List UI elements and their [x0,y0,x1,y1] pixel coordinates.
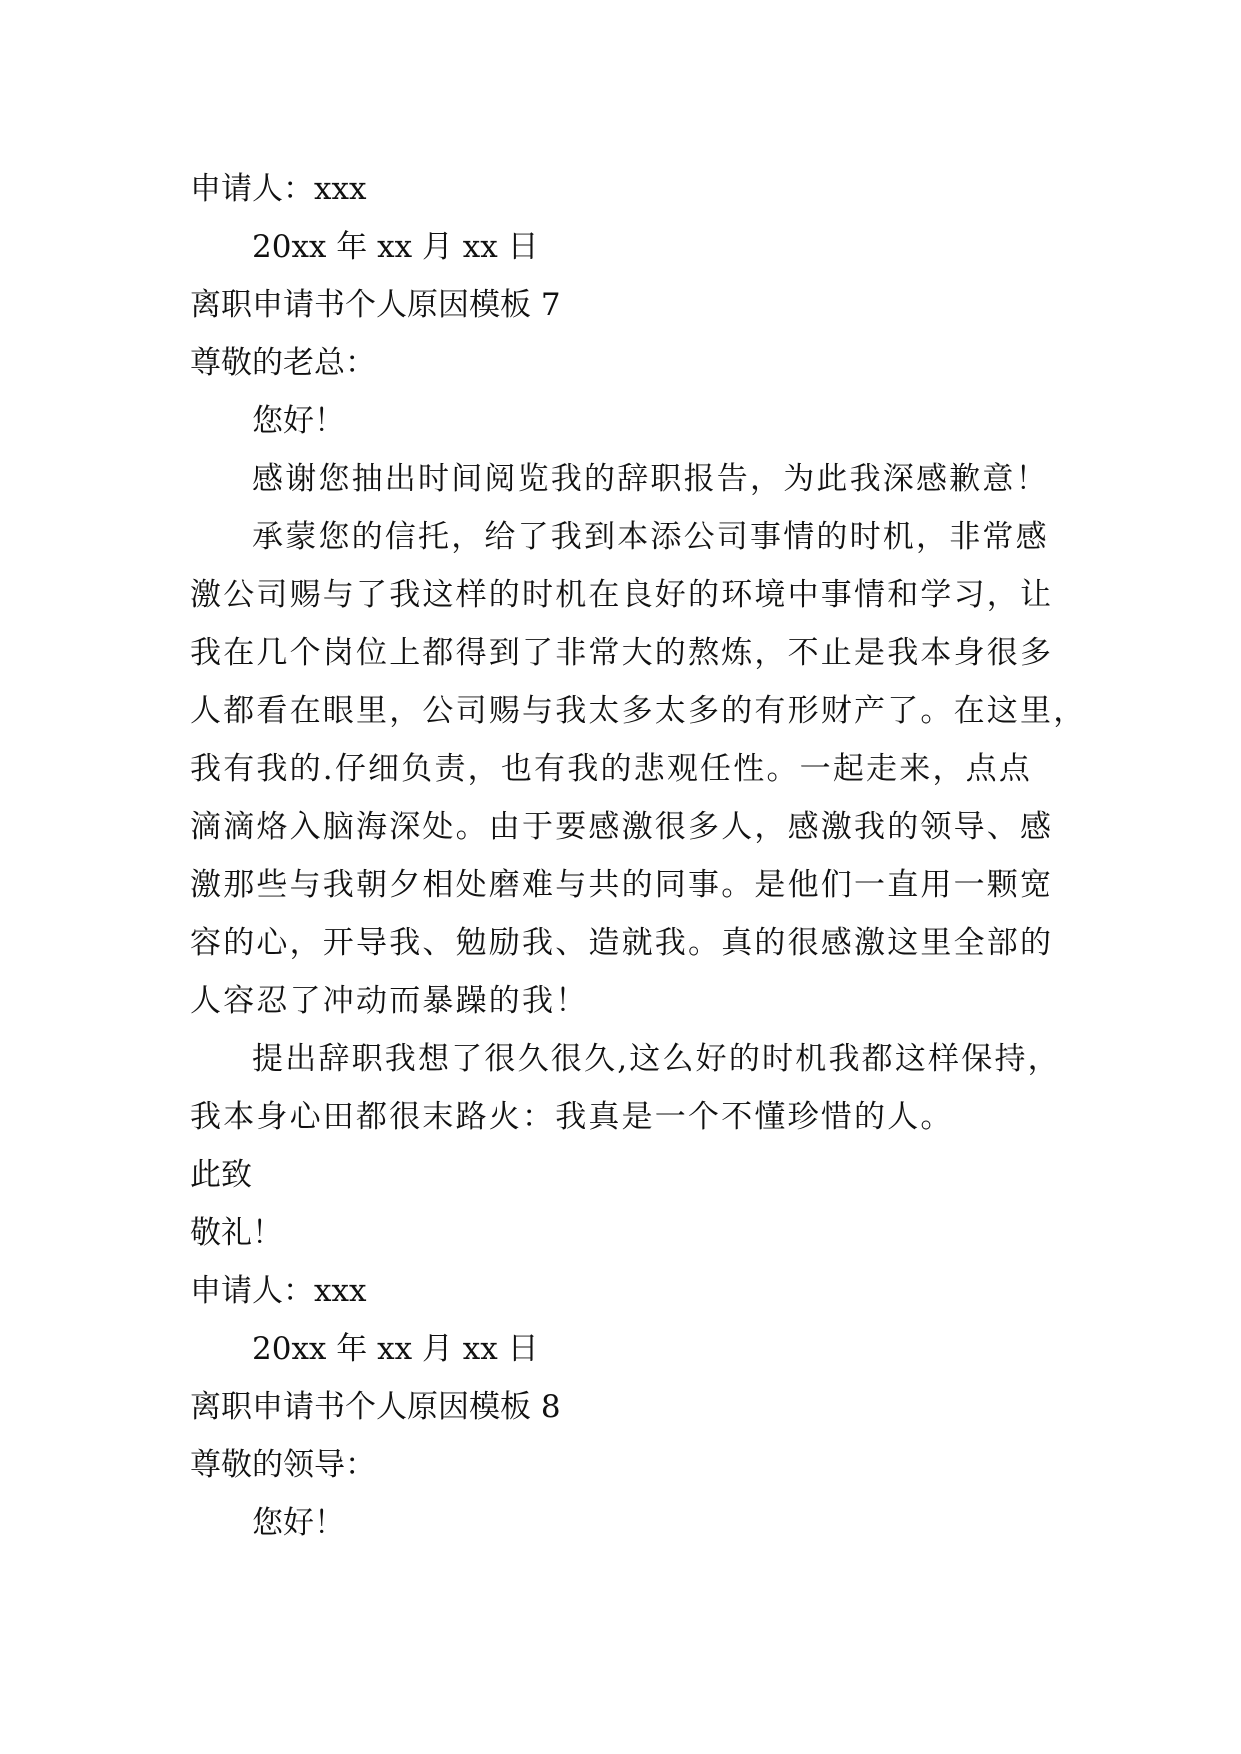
greeting: 您好！ [252,403,345,439]
body-paragraph [190,1030,1060,1146]
paragraph-line: 容的心，开导我、勉励我、造就我。真的很感激这里全部的 [190,925,1054,961]
document-body [190,160,1087,1552]
paragraph-line: 滴滴烙入脑海深处。由于要感激很多人，感激我的领导、感 [190,809,1054,845]
applicant-line: 申请人：xxx [190,1273,367,1309]
paragraph-line: 激那些与我朝夕相处磨难与共的同事。是他们一直用一颗宽 [190,867,1054,903]
date-line: 20xx 年 xx 月 xx 日 [252,1331,539,1367]
body-paragraph [190,450,1060,508]
paragraph-line: 激公司赐与了我这样的时机在良好的环境中事情和学习，让 [190,577,1054,613]
salutation: 尊敬的领导： [190,1447,376,1483]
applicant-line: 申请人：xxx [190,171,367,207]
closing-regards: 敬礼！ [190,1215,283,1251]
paragraph-line: 感谢您抽出时间阅览我的辞职报告，为此我深感歉意！ [252,461,1049,497]
salutation: 尊敬的老总： [190,345,376,381]
paragraph-line: 人都看在眼里，公司赐与我太多太多的有形财产了。在这里， [190,693,1087,729]
body-paragraph [190,508,1087,1030]
paragraph-line: 我本身心田都很末路火：我真是一个不懂珍惜的人。 [190,1099,954,1135]
paragraph-line: 我在几个岗位上都得到了非常大的熬炼，不止是我本身很多 [190,635,1054,671]
paragraph-line: 人容忍了冲动而暴躁的我！ [190,983,589,1019]
greeting: 您好！ [252,1505,345,1541]
paragraph-line: 我有我的.仔细负责，也有我的悲观任性。一起走来，点点 [190,751,1033,787]
date-line: 20xx 年 xx 月 xx 日 [252,229,539,265]
paragraph-line: 提出辞职我想了很久很久,这么好的时机我都这样保持， [252,1041,1061,1077]
closing-line: 此致 [190,1157,252,1193]
section-title: 离职申请书个人原因模板 8 [190,1389,561,1425]
paragraph-line: 承蒙您的信托，给了我到本添公司事情的时机，非常感 [252,519,1049,555]
section-title: 离职申请书个人原因模板 7 [190,287,561,323]
